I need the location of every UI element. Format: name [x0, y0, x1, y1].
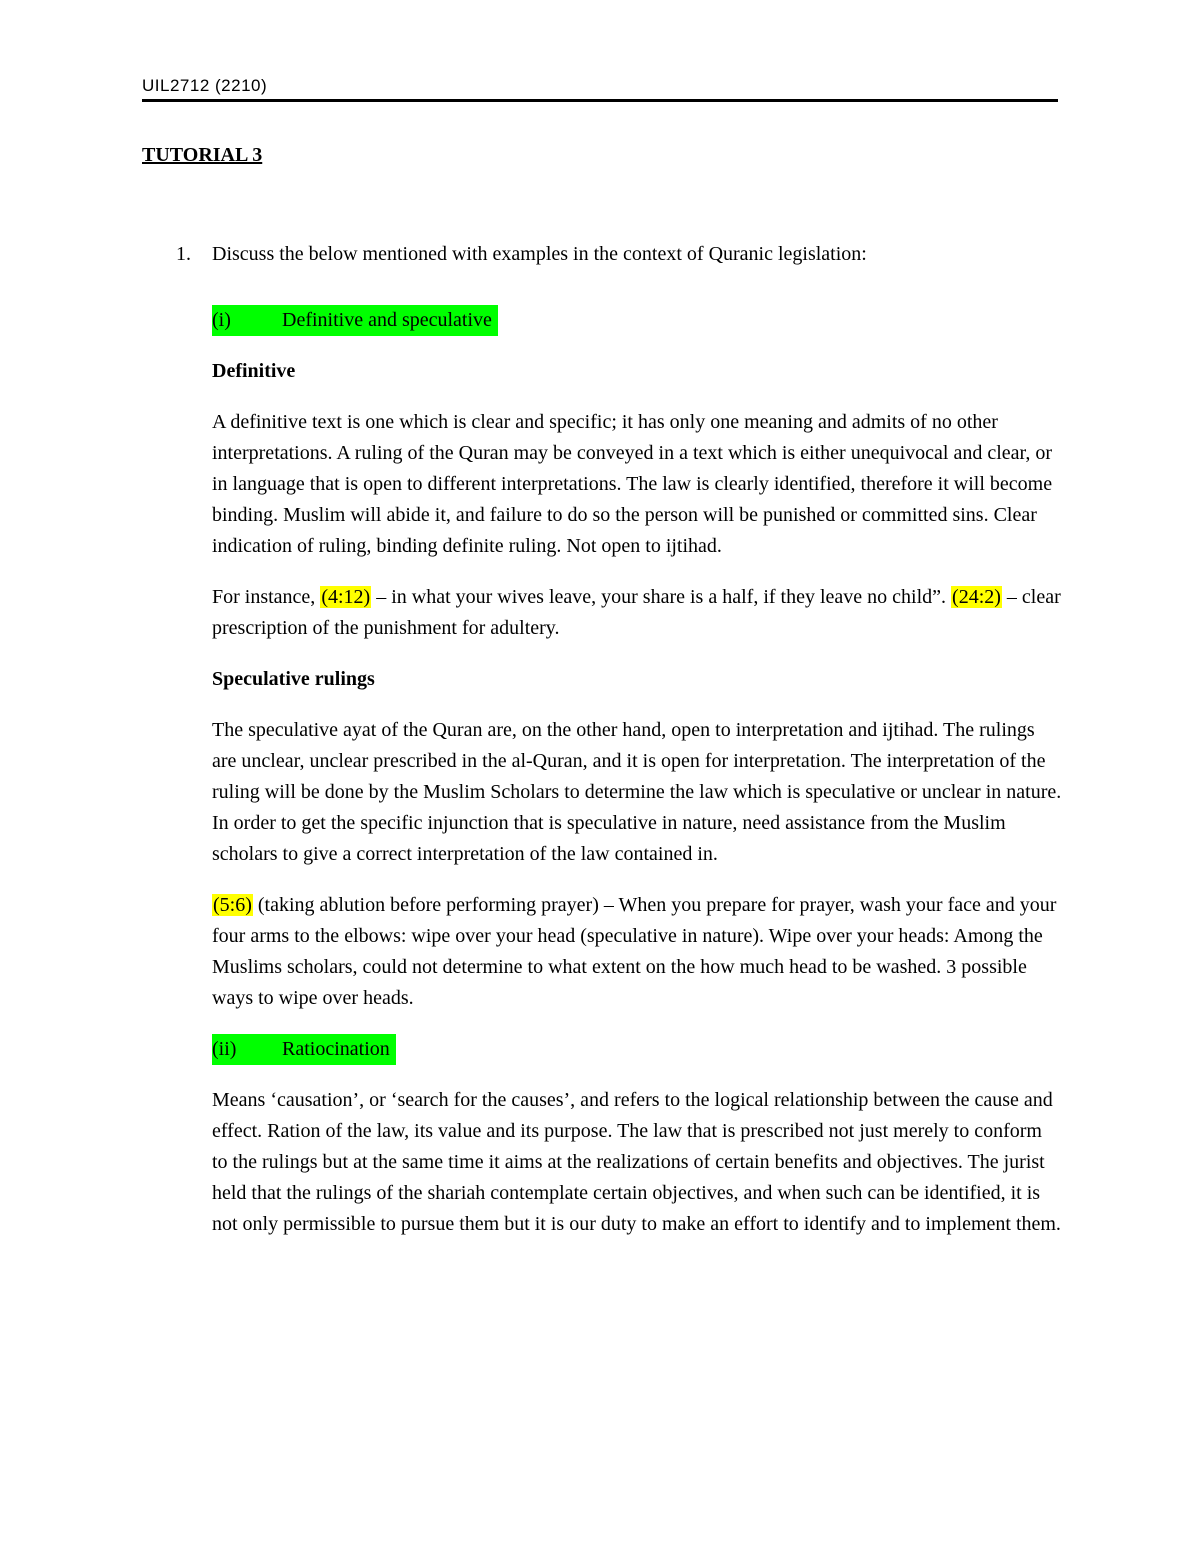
ref-24-2: (24:2)	[952, 586, 1001, 608]
speculative-paragraph: The speculative ayat of the Quran are, on the other hand, open to interpretation and ijtihad. The rulings are unclear, unclear prescribed in the al-Quran, and it is open for interpretation. The interpretation of the ruling will be done by the Muslim Scholars to determine the law which is speculative or unclear in nature. In order to get the specific injunction that is speculative in nature, need assistance from the Muslim scholars to give a correct interpretation of the law contained in.	[212, 719, 1062, 865]
section-ii-heading	[212, 1034, 396, 1065]
section-ii-label: Ratiocination	[282, 1038, 390, 1060]
document-body	[212, 305, 1062, 1260]
section-i-label: Definitive and speculative	[282, 309, 492, 331]
speculative-heading: Speculative rulings	[212, 668, 375, 690]
example-end: – clear prescription of the punishment for adultery.	[212, 586, 1061, 639]
speculative-example-text: (taking ablution before performing prayer) – When you prepare for prayer, wash your face and your four arms to the elbows: wipe over your head (speculative in nature). Wipe over your heads: Among the Muslims scholars, could not determine to what extent on the how much head to be washed. 3 possible ways to wipe over heads.	[212, 894, 1057, 1009]
page-title: TUTORIAL 3	[142, 144, 263, 166]
ref-4-12: (4:12)	[321, 586, 371, 608]
example-lead: For instance,	[212, 586, 321, 608]
question-number: 1.	[176, 243, 191, 265]
example-mid: – in what your wives leave, your share is a half, if they leave no child”.	[371, 586, 952, 608]
definitive-paragraph: A definitive text is one which is clear and specific; it has only one meaning and admits of no other interpretations. A ruling of the Quran may be conveyed in a text which is either unequivocal and clear, or in language that is open to different interpretations. The law is clearly identified, therefore it will become binding. Muslim will abide it, and failure to do so the person will be punished or committed sins. Clear indication of ruling, binding definite ruling. Not open to ijtihad.	[212, 411, 1053, 557]
definitive-example	[212, 582, 1062, 644]
section-ii-number: (ii)	[212, 1038, 237, 1060]
question-text: Discuss the below mentioned with examples in the context of Quranic legislation:	[212, 243, 867, 265]
course-code: UIL2712 (2210)	[142, 76, 268, 95]
header-divider	[142, 99, 1058, 102]
ref-5-6: (5:6)	[213, 894, 252, 916]
speculative-example	[212, 890, 1062, 1014]
section-i-heading	[212, 305, 498, 336]
definitive-heading: Definitive	[212, 360, 296, 382]
ratiocination-paragraph: Means ‘causation’, or ‘search for the causes’, and refers to the logical relationship between the cause and effect. Ration of the law, its value and its purpose. The law that is prescribed not just merely to conform to the rulings but at the same time it aims at the realizations of certain benefits and objectives. The jurist held that the rulings of the shariah contemplate certain objectives, and when such can be identified, it is not only permissible to pursue them but it is our duty to make an effort to identify and to implement them.	[212, 1089, 1061, 1235]
section-i-number: (i)	[212, 309, 231, 331]
